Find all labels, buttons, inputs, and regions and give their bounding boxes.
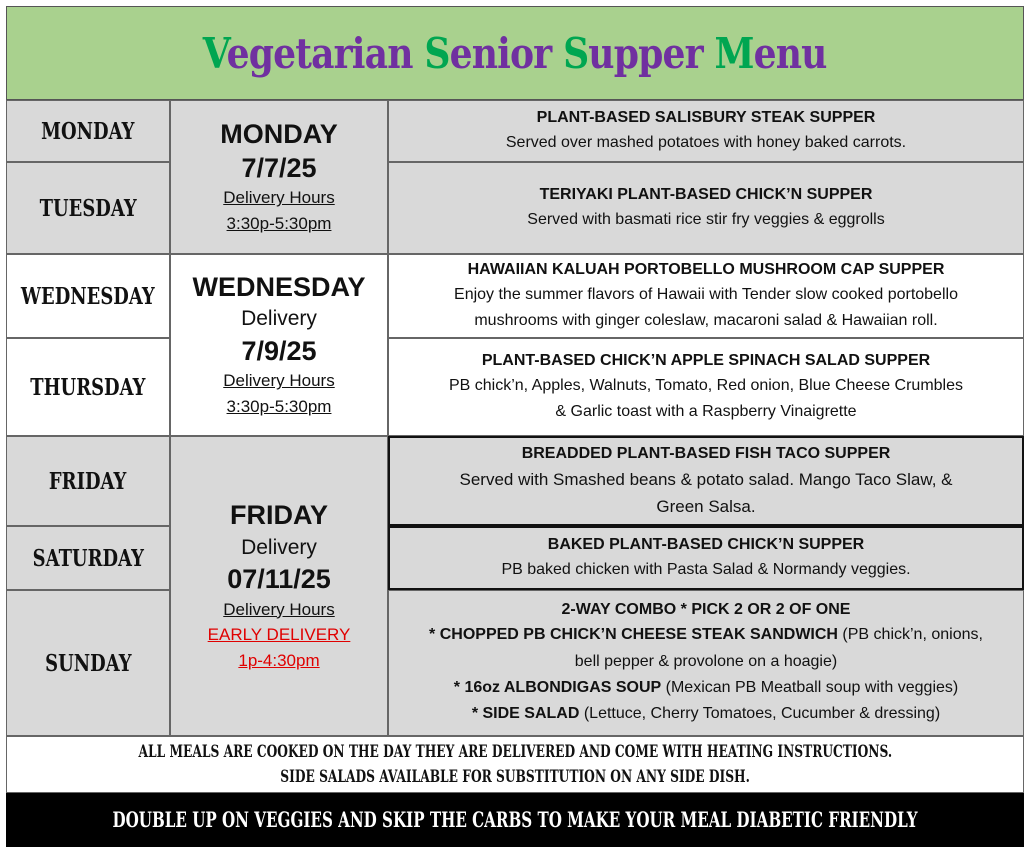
footer-banner — [6, 793, 1024, 847]
day-cell-friday — [6, 436, 170, 526]
delivery-date: 7/9/25 — [241, 335, 317, 366]
meal-description: Served with Smashed beans & potato salad. Mango Taco Slaw, & — [459, 469, 953, 489]
title-part: V — [203, 28, 227, 78]
delivery-date: 7/7/25 — [241, 152, 317, 183]
combo-item-detail: (PB chick’n, onions, — [837, 626, 983, 644]
day-cell-thursday — [6, 338, 170, 436]
footer-notes — [6, 736, 1024, 793]
meal-title: PLANT-BASED SALISBURY STEAK SUPPER — [536, 109, 876, 127]
day-cell-tuesday — [6, 162, 170, 254]
delivery-hours-label: Delivery Hours — [223, 188, 335, 208]
combo-item-detail: (Lettuce, Cherry Tomatoes, Cucumber & dressing) — [579, 705, 941, 723]
delivery-hours: 1p-4:30pm — [238, 650, 320, 670]
delivery-monday — [170, 100, 388, 254]
combo-item-name: * CHOPPED PB CHICK’N CHEESE STEAK SANDWICH — [429, 626, 838, 644]
delivery-label: Delivery — [241, 535, 317, 559]
title-part: enu — [753, 28, 827, 78]
meal-description: PB baked chicken with Pasta Salad & Normandy veggies. — [501, 561, 911, 579]
title-part: S — [563, 28, 589, 78]
title-bar — [6, 6, 1024, 100]
day-cell-saturday — [6, 526, 170, 590]
title-part: egetarian — [226, 28, 425, 78]
meal-description: mushrooms with ginger coleslaw, macaroni salad & Hawaiian roll. — [474, 312, 938, 329]
delivery-date: 07/11/25 — [227, 563, 331, 594]
meal-title: PLANT-BASED CHICK’N APPLE SPINACH SALAD SUPPER — [481, 352, 931, 370]
title-part: S — [424, 28, 450, 78]
combo-item-name: * 16oz ALBONDIGAS SOUP — [453, 679, 662, 696]
combo-item-name: * SIDE SALAD — [471, 705, 580, 723]
title-part: enior — [449, 28, 564, 78]
title-part: upper — [588, 28, 715, 78]
delivery-day: WEDNESDAY — [192, 271, 366, 302]
day-cell-sunday — [6, 590, 170, 736]
day-name: WEDNESDAY — [21, 282, 155, 310]
meal-title: BREADDED PLANT-BASED FISH TACO SUPPER — [521, 444, 891, 462]
footer-note: ALL MEALS ARE COOKED ON THE DAY THEY ARE DELIVERED AND COME WITH HEATING INSTRUCTIONS. — [138, 741, 892, 762]
meal-title: HAWAIIAN KALUAH PORTOBELLO MUSHROOM CAP SUPPER — [467, 261, 945, 279]
meal-wednesday — [388, 254, 1024, 338]
menu-table — [6, 100, 1024, 736]
delivery-hours-label: Delivery Hours — [223, 371, 335, 391]
meal-thursday — [388, 338, 1024, 436]
combo-item — [454, 675, 958, 701]
meal-friday — [388, 436, 1024, 526]
meal-description: Served over mashed potatoes with honey baked carrots. — [505, 134, 907, 152]
early-delivery-notice: EARLY DELIVERY — [207, 625, 351, 645]
delivery-label: Delivery — [241, 307, 317, 331]
combo-item — [429, 622, 983, 648]
meal-title: TERIYAKI PLANT-BASED CHICK’N SUPPER — [539, 186, 873, 204]
delivery-day: MONDAY — [220, 118, 338, 149]
meal-monday — [388, 100, 1024, 162]
footer-note: SIDE SALADS AVAILABLE FOR SUBSTITUTION ON ANY SIDE DISH. — [280, 766, 750, 787]
meal-description: Green Salsa. — [656, 497, 756, 516]
delivery-hours-label: Delivery Hours — [223, 599, 335, 619]
delivery-day: FRIDAY — [229, 499, 329, 530]
day-name: THURSDAY — [30, 373, 146, 401]
day-name: MONDAY — [41, 117, 135, 145]
day-name: SUNDAY — [44, 649, 132, 677]
menu-page — [6, 6, 1024, 847]
day-name: TUESDAY — [39, 194, 137, 222]
delivery-hours: 3:30p-5:30pm — [226, 213, 332, 233]
combo-item-detail: bell pepper & provolone on a hoagie) — [574, 652, 838, 670]
combo-item — [472, 701, 940, 727]
delivery-wednesday — [170, 254, 388, 436]
meal-tuesday — [388, 162, 1024, 254]
meal-description: Enjoy the summer flavors of Hawaii with Tender slow cooked portobello — [454, 286, 958, 304]
combo-item-detail: (Mexican PB Meatball soup with veggies) — [661, 679, 959, 696]
day-cell-monday — [6, 100, 170, 162]
meal-title: BAKED PLANT-BASED CHICK’N SUPPER — [547, 536, 865, 554]
day-cell-wednesday — [6, 254, 170, 338]
diabetic-tip: DOUBLE UP ON VEGGIES AND SKIP THE CARBS TO MAKE YOUR MEAL DIABETIC FRIENDLY — [112, 806, 918, 832]
day-name: FRIDAY — [49, 467, 127, 495]
title-part: M — [714, 28, 754, 78]
day-name: SATURDAY — [32, 544, 144, 572]
meal-saturday — [388, 526, 1024, 590]
meal-description: & Garlic toast with a Raspberry Vinaigrette — [555, 403, 857, 420]
meal-description: Served with basmati rice stir fry veggies & eggrolls — [527, 211, 885, 229]
meal-title: 2-WAY COMBO * PICK 2 OR 2 OF ONE — [561, 601, 851, 619]
page-title — [203, 29, 827, 78]
meal-sunday — [388, 590, 1024, 736]
delivery-friday — [170, 436, 388, 736]
meal-description: PB chick’n, Apples, Walnuts, Tomato, Red onion, Blue Cheese Crumbles — [448, 377, 964, 395]
delivery-hours: 3:30p-5:30pm — [226, 396, 332, 416]
